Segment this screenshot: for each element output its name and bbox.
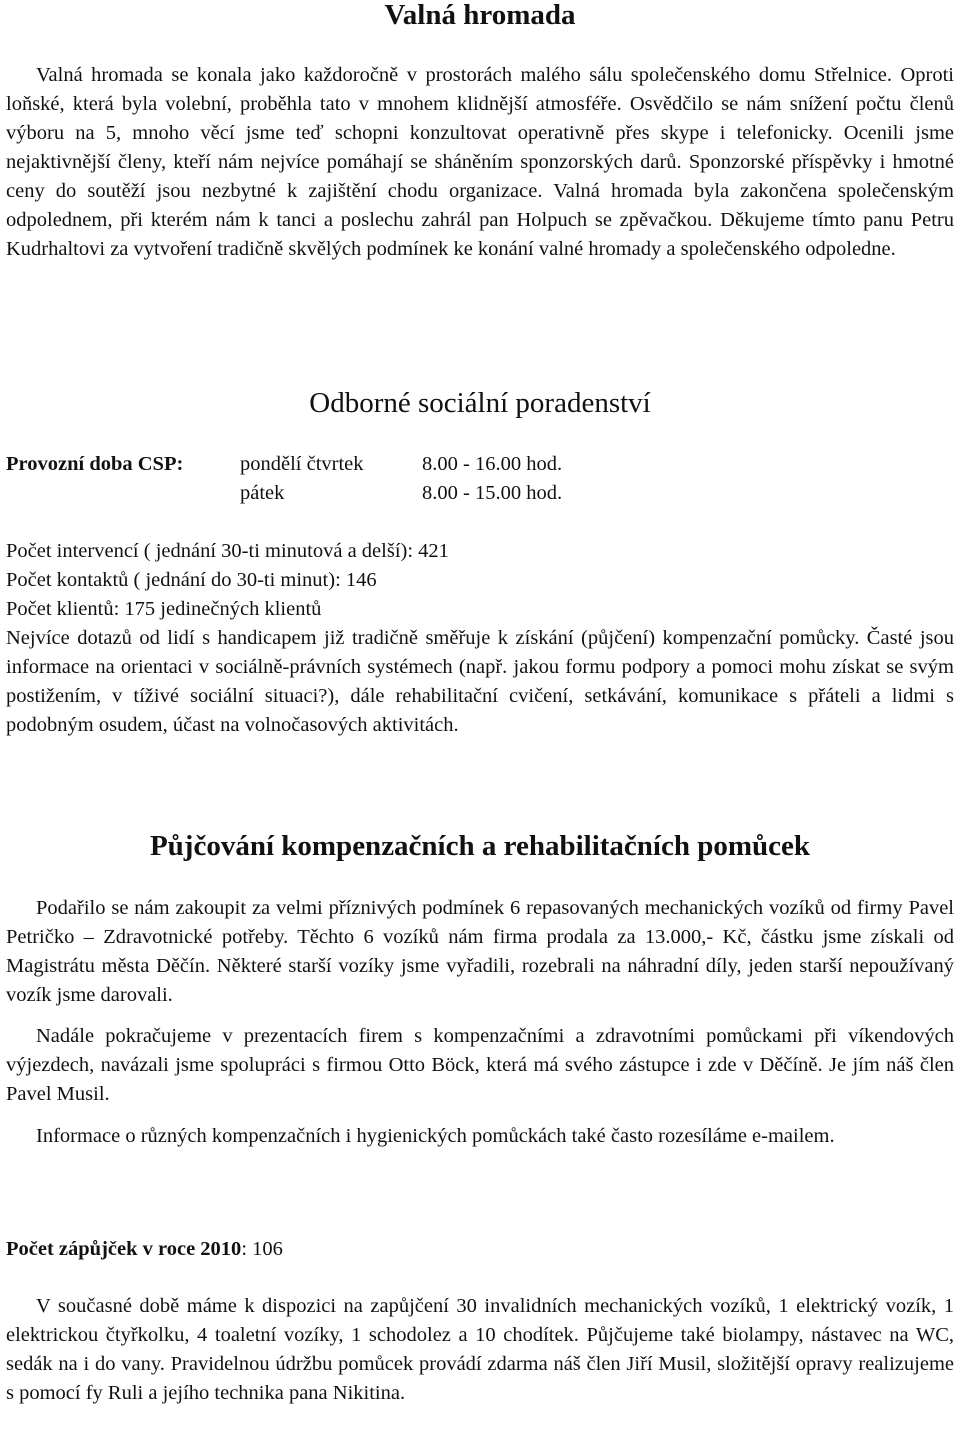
pujcovani-paragraph-2: Nadále pokračujeme v prezentacích firem s kompenzačními a zdravotními pomůckami při víkendových výjezdech, navázali jsme spolupráci s firmou Otto Böck, která má svého zástupce i zde v Děčíně. Je jím náš člen Pavel Musil. bbox=[6, 1025, 954, 1105]
stat-contacts: Počet kontaktů ( jednání do 30-ti minut): 146 bbox=[6, 569, 377, 591]
opening-time-friday: 8.00 - 15.00 hod. bbox=[422, 482, 563, 504]
stat-interventions: Počet intervencí ( jednání 30-ti minutová a delší): 421 bbox=[6, 540, 449, 562]
opening-days-weekdays: pondělí čtvrtek bbox=[240, 453, 364, 475]
stat-clients: Počet klientů: 175 jedinečných klientů bbox=[6, 598, 322, 620]
poradenstvi-paragraph: Nejvíce dotazů od lidí s handicapem již tradičně směřuje k získání (půjčení) kompenzační pomůcky. Časté jsou informace na orientaci v sociálně-právních systémech (např. jakou formu podpory a pomoci mohu získat se svým postižením, v tíživé sociální situaci?), dále rehabilitační cvičení, setkávání, komunikace s přáteli a lidmi s podobným osudem, účast na volnočasových aktivitách. bbox=[6, 627, 954, 736]
poradenstvi-title: Odborné sociální poradenství bbox=[309, 387, 651, 419]
opening-time-weekdays: 8.00 - 16.00 hod. bbox=[422, 453, 563, 475]
opening-days-friday: pátek bbox=[240, 482, 285, 504]
opening-hours-row-2 bbox=[6, 479, 562, 508]
opening-hours-row-1 bbox=[6, 450, 562, 479]
valna-hromada-paragraph: Valná hromada se konala jako každoročně v prostorách malého sálu společenského domu Střelnice. Oproti loňské, která byla volební, proběhla tato v mnohem klidnější atmosféře. Osvědčilo se nám snížení počtu členů výboru na 5, mnoho věcí jsme teď schopni konzultovat operativně přes skype i telefonicky. Ocenili jsme nejaktivnější členy, kteří nám nejvíce pomáhají se sháněním sponzorských darů. Sponzorské příspěvky i hmotné ceny do soutěží jsou nezbytné k zajištění chodu organizace. Valná hromada byla zakončena společenským odpolednem, při kterém nám k tanci a poslechu zahrál pan Holpuch se zpěvačkou. Děkujeme tímto panu Petru Kudrhaltovi za vytvoření tradičně skvělých podmínek ke konání valné hromady a společenského odpoledne. bbox=[6, 64, 954, 260]
loan-count-row bbox=[6, 1235, 283, 1264]
loan-count-label: Počet zápůjček v roce 2010 bbox=[6, 1238, 242, 1260]
valna-hromada-title: Valná hromada bbox=[384, 0, 576, 31]
loan-count-value: : 106 bbox=[241, 1238, 283, 1260]
pujcovani-title: Půjčování kompenzačních a rehabilitačních pomůcek bbox=[149, 830, 811, 862]
opening-hours-label: Provozní doba CSP: bbox=[6, 453, 184, 475]
pujcovani-final-paragraph: V současné době máme k dispozici na zapůjčení 30 invalidních mechanických vozíků, 1 elektrický vozík, 1 elektrickou čtyřkolku, 4 toaletní vozíky, 1 schodolez a 10 chodítek. Půjčujeme také biolampy, nástavec na WC, sedák na i do vany. Pravidelnou údržbu pomůcek provádí zdarma náš člen Jiří Musil, složitější opravy realizujeme s pomocí fy Ruli a jejího technika pana Nikitina. bbox=[6, 1295, 954, 1404]
pujcovani-paragraph-1: Podařilo se nám zakoupit za velmi příznivých podmínek 6 repasovaných mechanických vozíků od firmy Pavel Petričko – Zdravotnické potřeby. Těchto 6 vozíků nám firma prodala za 13.000,- Kč, částku jsme získali od Magistrátu města Děčín. Některé starší vozíky jsme vyřadili, rozebrali na náhradní díly, jeden starší nepoužívaný vozík jsme darovali. bbox=[6, 897, 954, 1006]
pujcovani-paragraph-3: Informace o různých kompenzačních i hygienických pomůckách také často rozesíláme e-mailem. bbox=[36, 1125, 835, 1147]
